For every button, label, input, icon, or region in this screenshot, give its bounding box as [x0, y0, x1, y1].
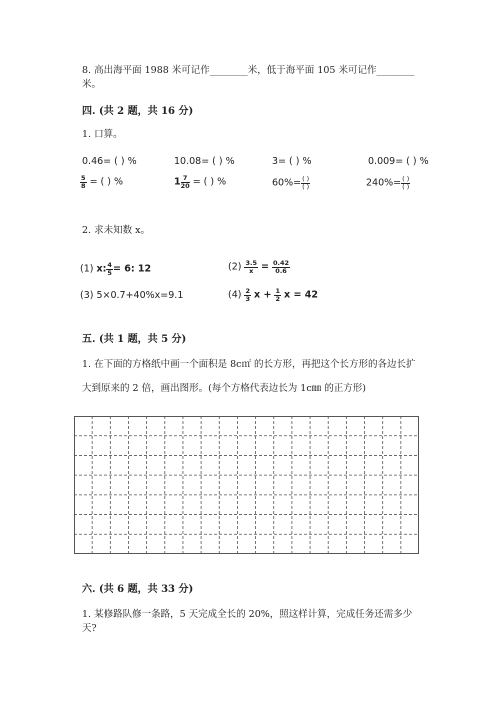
oral-calc-7: 60%= $\frac{( )}{( )}$: [272, 175, 310, 191]
equation-1: (1) x: $\frac{4}{5}$ = 6: 12: [80, 261, 152, 277]
q8-line2: 米。: [82, 79, 102, 90]
sec5-line1: 1. 在下面的方格纸中画一个面积是 8c㎡ 的长方形，再把这个长方形的各边长扩: [82, 359, 416, 370]
sec4-q2-label: 2. 求未知数 x。: [82, 225, 150, 236]
oral-calc-3: 3= ( ) %: [272, 156, 312, 167]
fraction: $\frac{( )}{( )}$: [302, 175, 310, 191]
fraction: $\frac{0.42}{0.6}$: [273, 259, 290, 275]
fraction: $\frac{1}{2}$: [275, 287, 281, 303]
equation-2: (2) $\frac{3.5}{x}$ = $\frac{0.42}{0.6}$: [228, 259, 290, 275]
sec4-q1-label: 1. 口算。: [82, 129, 123, 140]
fraction: $\frac{( )}{( )}$: [402, 175, 410, 191]
oral-calc-6: 1 $\frac{7}{20}$ = ( ) %: [174, 174, 227, 190]
oral-calc-2: 10.08= ( ) %: [174, 156, 235, 167]
sec5-line2: 大到原来的 2 倍，画出图形。(每个方格代表边长为 1c㎜ 的正方形): [82, 383, 366, 394]
fraction: $\frac{4}{5}$: [107, 261, 112, 277]
fraction: $\frac{3.5}{x}$: [245, 259, 257, 275]
equation-4: (4) $\frac{2}{3}$ x + $\frac{1}{2}$ x = 42: [228, 287, 318, 303]
oral-calc-4: 0.009= ( ) %: [368, 156, 429, 167]
fraction: $\frac{7}{20}$: [180, 174, 190, 190]
equation-3: (3) 5×0.7+40%x=9.1: [80, 290, 184, 301]
fraction: $\frac{2}{3}$: [245, 287, 251, 303]
section-4-title: 四. (共 2 题，共 16 分): [82, 106, 194, 117]
oral-calc-5: $\frac{5}{8}$ = ( ) %: [81, 174, 124, 190]
section-5-title: 五. (共 1 题，共 5 分): [82, 334, 187, 345]
oral-calc-1: 0.46= ( ) %: [82, 156, 137, 167]
grid-paper: [74, 416, 419, 554]
sec6-line2: 天?: [82, 623, 97, 634]
sec6-line1: 1. 某修路队修一条路，5 天完成全长的 20%，照这样计算，完成任务还需多少: [82, 609, 413, 620]
section-6-title: 六. (共 6 题，共 33 分): [82, 584, 194, 595]
q8-line1: 8. 高出海平面 1988 米可记作________米，低于海平面 105 米可记作________: [82, 65, 415, 76]
fraction: $\frac{5}{8}$: [81, 174, 86, 190]
oral-calc-8: 240%= $\frac{( )}{( )}$: [366, 175, 410, 191]
